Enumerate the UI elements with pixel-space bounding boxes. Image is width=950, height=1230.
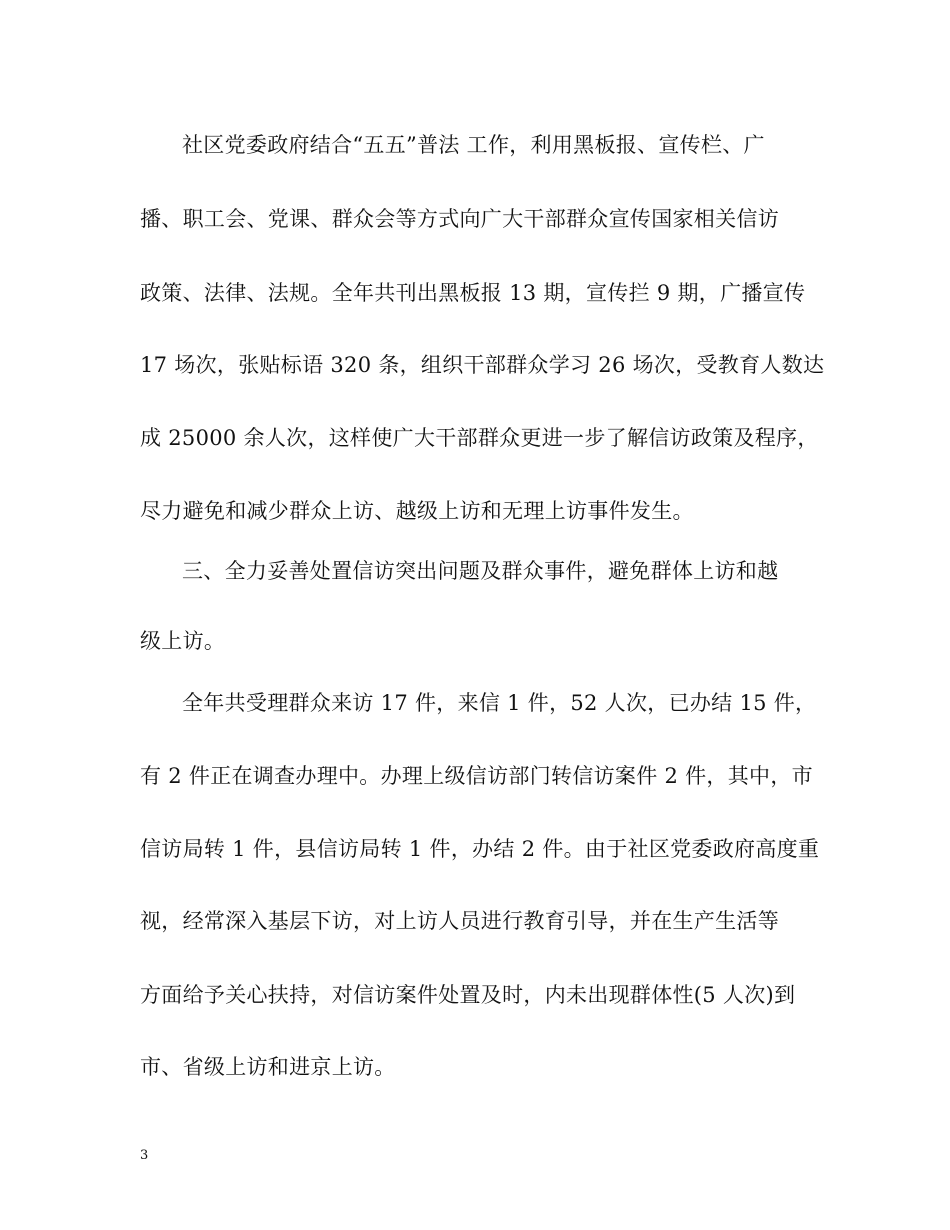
section-heading-line-2: 级上访。 [140,629,226,653]
section-heading-line-1: 三、全力妥善处置信访突出问题及群众事件，避免群体上访和越 [182,559,779,583]
paragraph-2-line-1: 全年共受理群众来访 17 件，来信 1 件，52 人次，已办结 15 件， [182,691,817,715]
paragraph-1-line-6: 尽力避免和减少群众上访、越级上访和无理上访事件发生。 [140,499,694,523]
paragraph-1-line-3: 政策、法律、法规。全年共刊出黑板报 13 期，宣传拦 9 期，广播宣传 [140,281,806,305]
paragraph-2-line-5: 方面给予关心扶持，对信访案件处置及时，内未出现群体性(5 人次)到 [140,983,796,1007]
paragraph-2-line-4: 视，经常深入基层下访，对上访人员进行教育引导，并在生产生活等 [140,909,779,933]
paragraph-2-line-6: 市、省级上访和进京上访。 [140,1055,396,1079]
paragraph-2-line-3: 信访局转 1 件，县信访局转 1 件，办结 2 件。由于社区党委政府高度重 [140,837,820,861]
page-number: 3 [140,1148,149,1163]
paragraph-1-line-1: 社区党委政府结合“五五”普法 工作，利用黑板报、宣传栏、广 [182,133,765,157]
paragraph-1-line-5: 成 25000 余人次，这样使广大干部群众更进一步了解信访政策及程序， [140,426,819,450]
paragraph-1-line-4: 17 场次，张贴标语 320 条，组织干部群众学习 26 场次，受教育人数达 [140,353,825,377]
paragraph-2-line-2: 有 2 件正在调查办理中。办理上级信访部门转信访案件 2 件，其中，市 [140,764,813,788]
paragraph-1-line-2: 播、职工会、党课、群众会等方式向广大干部群众宣传国家相关信访 [140,207,779,231]
